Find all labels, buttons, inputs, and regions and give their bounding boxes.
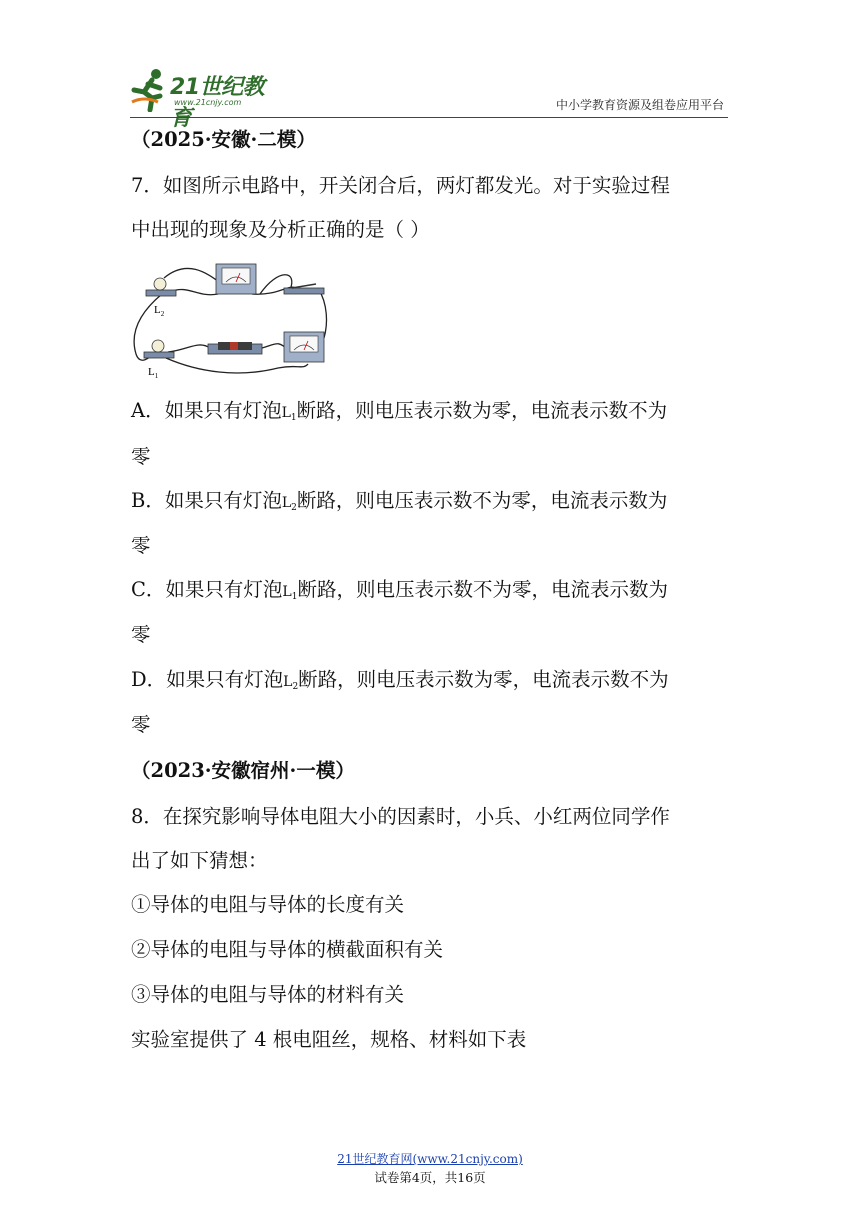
q8-hypothesis-1: ①导体的电阻与导体的长度有关 (131, 893, 405, 916)
bulb-l1-icon (144, 340, 174, 358)
header-rule (130, 117, 728, 118)
page-header (130, 62, 728, 131)
option-d-cont: 零 (131, 713, 151, 736)
bulb-l2-icon (146, 278, 176, 296)
circuit-figure (128, 254, 344, 380)
option-a[interactable]: A．如果只有灯泡$L_1$断路，则电压表示数为零，电流表示数不为 (131, 399, 668, 423)
option-d[interactable]: D．如果只有灯泡$L_2$断路，则电压表示数为零，电流表示数不为 (131, 668, 669, 692)
q8-hypothesis-3: ③导体的电阻与导体的材料有关 (131, 983, 405, 1006)
option-c[interactable]: C．如果只有灯泡$L_1$断路，则电压表示数不为零，电流表示数为 (131, 578, 668, 602)
option-a-cont: 零 (131, 445, 151, 468)
option-b[interactable]: B．如果只有灯泡$L_2$断路，则电压表示数不为零，电流表示数为 (131, 489, 668, 513)
q8-tail: 实验室提供了 4 根电阻丝，规格、材料如下表 (131, 1028, 527, 1051)
page-number: 试卷第4页，共16页 (374, 1170, 486, 1185)
logo (130, 66, 280, 131)
q7-stem-line-1: 7．如图所示电路中，开关闭合后，两灯都发光。对于实验过程 (131, 174, 670, 197)
option-c-cont: 零 (131, 623, 151, 646)
q8-hypothesis-2: ②导体的电阻与导体的横截面积有关 (131, 938, 444, 961)
logo-text: 21世纪教育 (170, 75, 265, 131)
q8-stem-line-1: 8．在探究影响导体电阻大小的因素时，小兵、小红两位同学作 (131, 805, 670, 828)
label-l2: $L_2$ (154, 304, 165, 318)
q7-stem-line-2: 中出现的现象及分析正确的是（ ） (131, 218, 430, 241)
battery-icon (208, 342, 262, 354)
label-l1: $L_1$ (148, 366, 159, 380)
switch-icon (284, 284, 324, 294)
logo-url: www.21cnjy.com (174, 98, 242, 107)
runner-logo-icon (130, 66, 170, 112)
q8-source: （2023·安徽宿州·一模） (131, 759, 355, 782)
option-b-cont: 零 (131, 534, 151, 557)
q7-source: （2025·安徽·二模） (131, 128, 316, 151)
q8-stem-line-2: 出了如下猜想： (131, 849, 268, 872)
ammeter-icon (284, 332, 324, 362)
footer-link[interactable]: 21世纪教育网(www.21cnjy.com) (337, 1152, 523, 1166)
voltmeter-icon (216, 264, 256, 294)
platform-name: 中小学教育资源及组卷应用平台 (555, 98, 724, 112)
